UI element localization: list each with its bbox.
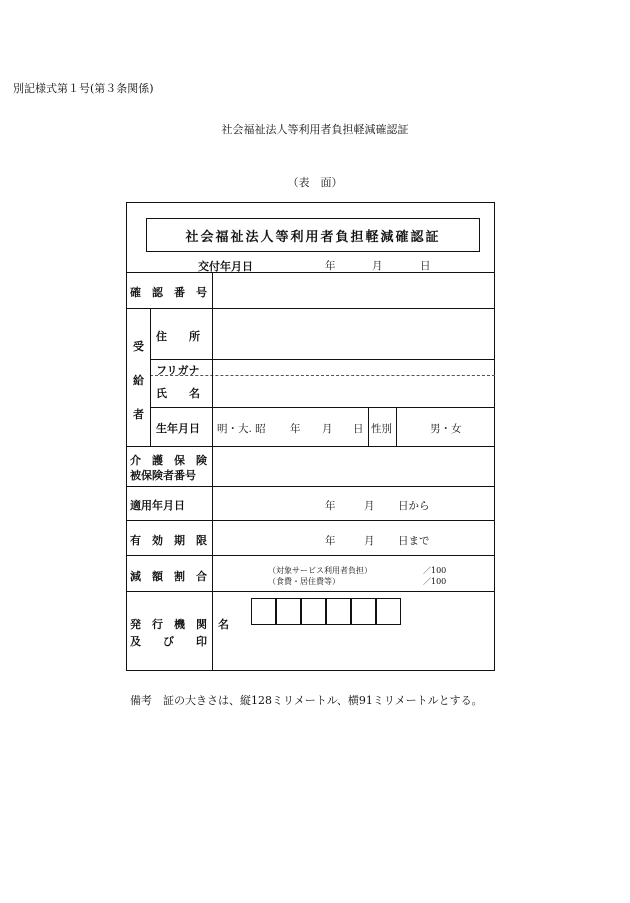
footnote: 備考 証の大きさは、縦128ミリメートル、横91ミリメートルとする。 <box>130 694 483 707</box>
issuer-stamp-box <box>376 598 401 625</box>
recipient-group-divider <box>150 308 151 446</box>
row-divider <box>126 446 495 447</box>
recipient-group-char-2: 給 <box>133 374 144 387</box>
expiry-day-suffix: 日まで <box>398 535 430 547</box>
birthdate-day-unit: 日 <box>353 423 364 435</box>
row-divider <box>126 520 495 521</box>
confirmation-number-label: 確 認 番 号 <box>130 286 207 299</box>
face-label: （表 面） <box>287 176 343 189</box>
sex-options: 男・女 <box>430 423 462 435</box>
furigana-label: フリガナ <box>156 364 200 377</box>
reduction-meal-value: ／100 <box>423 577 447 586</box>
expiry-year-unit: 年 <box>325 535 336 547</box>
issuer-stamp-box <box>301 598 326 625</box>
applicable-date-label: 適用年月日 <box>130 499 185 512</box>
reduction-service-label: （対象サービス利用者負担） <box>268 566 372 575</box>
insured-label-line2: 被保険者番号 <box>130 469 196 482</box>
birthdate-month-unit: 月 <box>322 423 333 435</box>
issuer-stamp-box <box>326 598 351 625</box>
furigana-divider <box>150 375 495 376</box>
issue-date-label: 交付年月日 <box>198 260 253 273</box>
issue-date-month-unit: 月 <box>372 260 383 272</box>
row-divider <box>126 591 495 592</box>
row-divider <box>126 486 495 487</box>
issuer-label-line1: 発 行 機 関 名 <box>130 618 229 631</box>
issuer-stamp-box <box>276 598 301 625</box>
recipient-group-char-3: 者 <box>133 408 144 421</box>
recipient-group-char-1: 受 <box>133 340 144 353</box>
row-divider <box>150 359 495 360</box>
row-divider <box>126 555 495 556</box>
row-divider <box>126 272 495 273</box>
applicable-month-unit: 月 <box>364 500 375 512</box>
applicable-day-suffix: 日から <box>398 500 430 512</box>
reduction-meal-label: （食費・居住費等） <box>268 577 340 586</box>
birthdate-label: 生年月日 <box>156 422 200 435</box>
expiry-month-unit: 月 <box>364 535 375 547</box>
issue-date-day-unit: 日 <box>420 260 431 272</box>
row-divider <box>150 407 495 408</box>
insured-label-line1: 介 護 保 険 <box>130 454 207 467</box>
document-title: 社会福祉法人等利用者負担軽減確認証 <box>221 123 409 136</box>
name-label: 氏 名 <box>156 387 200 400</box>
issue-date-year-unit: 年 <box>325 260 336 272</box>
issuer-stamp-box <box>251 598 276 625</box>
label-column-divider <box>212 272 213 670</box>
sex-column-divider <box>368 407 369 446</box>
card-title: 社会福祉法人等利用者負担軽減確認証 <box>185 230 441 245</box>
expiry-label: 有 効 期 限 <box>130 534 207 547</box>
sex-label: 性別 <box>371 423 392 435</box>
issuer-label-line2: 及 び 印 <box>130 635 207 648</box>
issuer-stamp-box <box>351 598 376 625</box>
row-divider <box>126 308 495 309</box>
reduction-service-value: ／100 <box>423 566 447 575</box>
form-reference: 別記様式第１号(第３条関係) <box>13 82 154 95</box>
birthdate-eras: 明・大. 昭 <box>217 423 266 435</box>
reduction-rate-label: 減 額 割 合 <box>130 570 207 583</box>
sex-value-divider <box>396 407 397 446</box>
birthdate-year-unit: 年 <box>290 423 301 435</box>
applicable-year-unit: 年 <box>325 500 336 512</box>
address-label: 住 所 <box>156 330 200 343</box>
